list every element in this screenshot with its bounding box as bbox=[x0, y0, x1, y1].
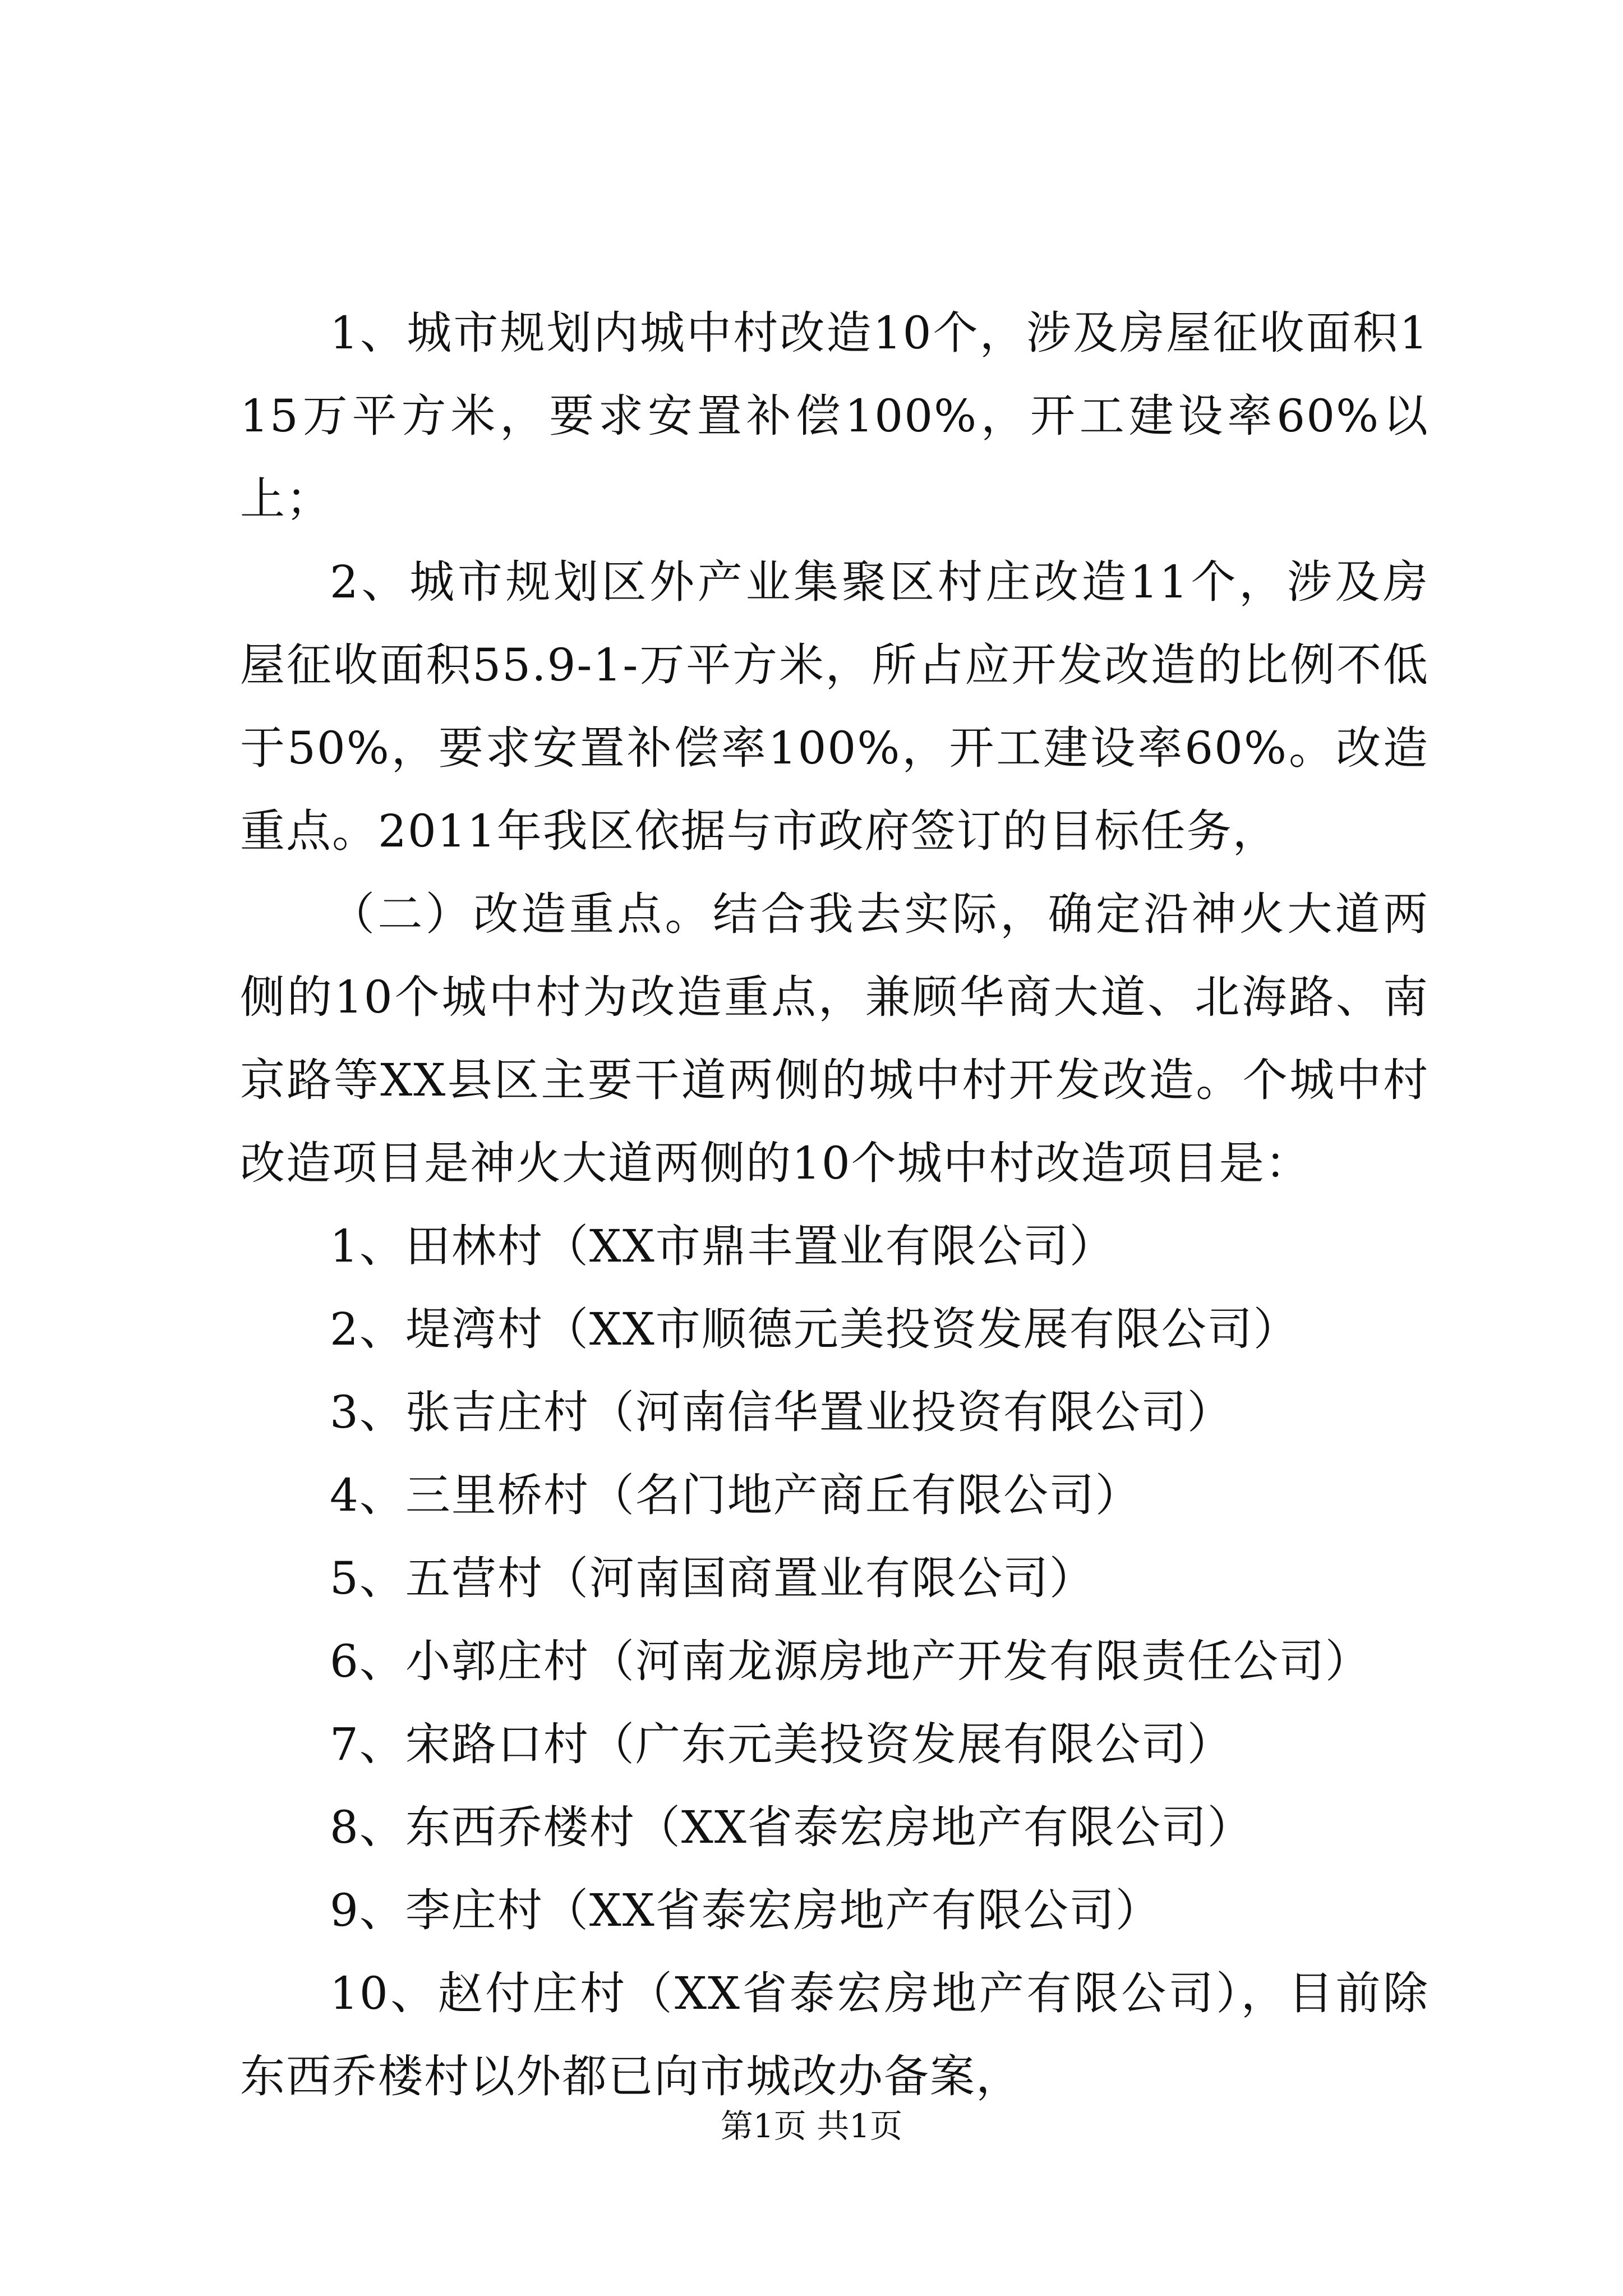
project-item: 1、田林村（XX市鼎丰置业有限公司） bbox=[330, 1220, 1115, 1272]
project-item: 4、三里桥村（名门地产商丘有限公司） bbox=[330, 1469, 1141, 1521]
project-item: 3、张吉庄村（河南信华置业投资有限公司） bbox=[330, 1386, 1233, 1438]
paragraph-closing: 10、赵付庄村（XX省泰宏房地产有限公司），目前除东西乔楼村以外都已向市城改办备案， bbox=[240, 1967, 1429, 2102]
project-item: 7、宋路口村（广东元美投资发展有限公司） bbox=[330, 1718, 1233, 1770]
project-item: 9、李庄村（XX省泰宏房地产有限公司） bbox=[330, 1884, 1161, 1936]
page-number-footer: 第1页 共1页 bbox=[720, 2107, 903, 2145]
project-item: 8、东西乔楼村（XX省泰宏房地产有限公司） bbox=[330, 1801, 1253, 1853]
document-body bbox=[240, 292, 1429, 2118]
project-item: 5、五营村（河南国商置业有限公司） bbox=[330, 1552, 1095, 1604]
paragraph-industrial-zone-targets: 2、城市规划区外产业集聚区村庄改造11个，涉及房屋征收面积55.9-1-万平方米，所占应开发改造的比例不低于50%，要求安置补偿率100%，开工建设率60%。改造重点。2011年我区依据与市政府签订的目标任务， bbox=[240, 556, 1429, 857]
project-item: 6、小郭庄村（河南龙源房地产开发有限责任公司） bbox=[330, 1635, 1371, 1687]
project-item: 2、堤湾村（XX市顺德元美投资发展有限公司） bbox=[330, 1303, 1299, 1355]
paragraph-urban-village-targets: 1、城市规划内城中村改造10个，涉及房屋征收面积115万平方米，要求安置补偿100%，开工建设率60%以上； bbox=[240, 307, 1429, 525]
paragraph-renovation-focus: （二）改造重点。结合我去实际，确定沿神火大道两侧的10个城中村为改造重点，兼顾华商大道、北海路、南京路等XX县区主要干道两侧的城中村开发改造。个城中村改造项目是神火大道两侧的10个城中村改造项目是： bbox=[240, 888, 1429, 1189]
